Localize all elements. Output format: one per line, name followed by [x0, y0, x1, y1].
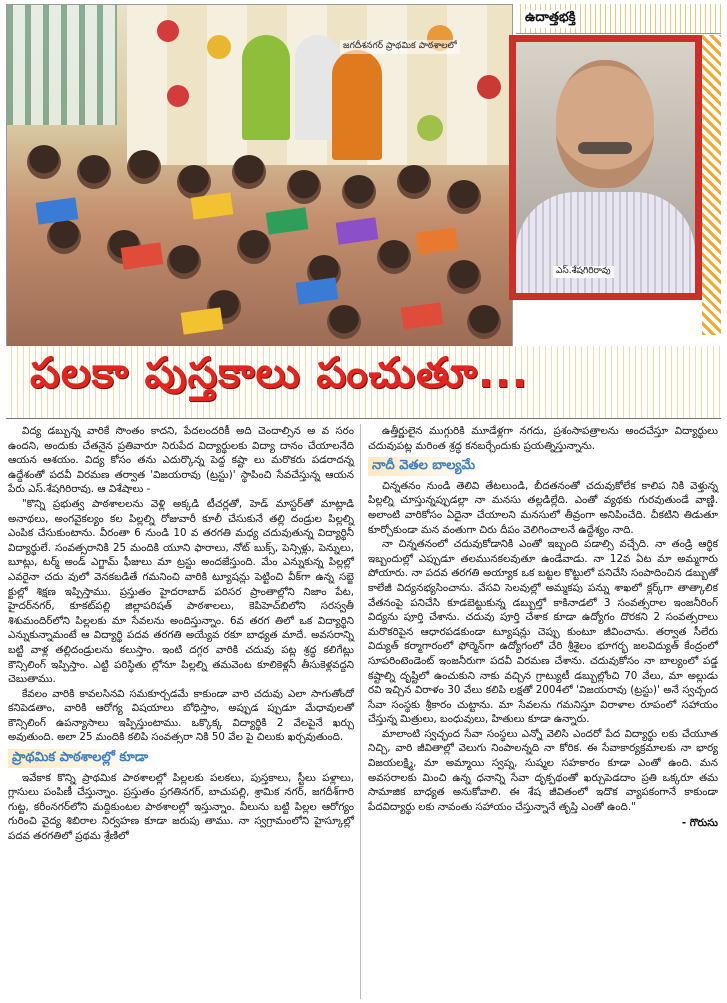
child: [237, 230, 271, 264]
child: [177, 165, 211, 199]
paragraph: చిన్నతనం నుండి తెలివి తేటలుండి, బీదతనంతో చదువుకోలేక కాలిప నికి వెళ్తున్న పిల్లల్ని చూస్తున్నప్పుడల్లా నా మనసు తల్లడిల్లేది. ఎంతో వ్యథకు గురవుతుండే వాణ్ణి. అలాంటి వారికోసం ఏదైనా చేయాలని మనసులో తీవ్రంగా అనిపించేది. చీకటిని తిడుతూ కూర్చోకుండా మన వంతుగా చిరు దీపం వెలిగించాలనే ఉద్దేశ్యం నాది.: [368, 479, 718, 536]
child: [342, 175, 376, 209]
paragraph: విద్య డబ్బున్న వారికే సొంతం కాదని, పేదలందరికీ అది చెందాల్సిన అ వ సరం ఉందని, అందుకు చేతనైన ప్రతివారూ నిరుపేద విద్యార్థులకు విద్యా దానం చేయాలనేది ఆయన ఆశయం. విద్య కోసం తను ఎదుర్కొన్న పెద్ద కష్టా లు మరొకరు పడరాదన్న ఉద్దేశంతో పదవీ విరమణ తర్వాత 'విజయరావు (ట్రస్టు)' స్థాపించి సేవచేస్తున్న ఆయన పేరు ఎస్.శేషగిరిరావు. ఆ విశేషాలు -: [8, 425, 354, 496]
profile-frame: [509, 35, 702, 300]
slate-book: [36, 197, 79, 224]
slate-book: [336, 217, 379, 244]
decorative-stripe: [702, 35, 721, 335]
moustache: [578, 142, 632, 154]
child: [397, 165, 431, 199]
profile-caption: ఎస్.శేషగిరిరావు: [553, 266, 614, 278]
child: [232, 155, 266, 189]
paragraph: ఇవేకాక కొన్ని ప్రాథమిక పాఠశాలల్లో పిల్లలకు పలకలు, పుస్తకాలు, స్టీలు పళ్లాలు, గ్లాసులు పంపిణీ చేస్తున్నాం. ప్రస్తుతం ప్రగతినగర్, బాచుపల్లి, శ్రామిక నగర్, జగదీశ్‌గారి గుట్ట, కరీంనగర్‌లోని మద్దికుంటల పాఠశాలల్లో ఇస్తున్నాం. వీలును బట్టి పిల్లల ఆరోగ్యం గురించి వైద్య శిబిరాల నిర్వహణ కూడా జరుపు తాము. నా స్వగ్రామంలోని హైస్కూల్లో పదవ తరగతిలో ప్రథమ శ్రేణిలో: [8, 771, 354, 843]
left-column: [8, 424, 354, 844]
child: [167, 245, 201, 279]
face: [556, 60, 654, 188]
slate-book: [296, 277, 339, 304]
child: [287, 170, 321, 204]
paragraph: ఉత్తీర్ణులైన ముగ్గురికి మూడేళ్లగా నగదు, ప్రశంసాపత్రాలను అందచేస్తూ విద్యార్థులు చదువుపట్ల మరింత శ్రద్ధ కనబర్చేందుకు ప్రయత్నిస్తున్నాను.: [368, 425, 718, 452]
column-label: ఉదాత్తభక్తి: [521, 10, 580, 28]
child: [27, 145, 61, 179]
paragraph: నా చిన్నతనంలో చదువుకోడానికి ఎంతో ఇబ్బంది పడాల్సి వచ్చేది. నా తండ్రి ఆర్థిక ఇబ్బందుల్లో ఎప్పుడూ తలమునకలవుతూ ఉండేవాడు. నా 12వ ఏట మా అమ్మగారు పోయారు. నా పదవ తరగతి అయ్యాక ఒక బట్టల కొట్టులో పనిచేసి సంపాదించిన డబ్బుతో కాలేజీ విద్యనభ్యసించాను. వేసవి సెలవుల్లో అమ్మకపు పన్ను శాఖలో క్లర్క్‌గా తాత్కాలిక వేతనంపై పనిచేసి కూడబెట్టుకున్న డబ్బుల్తో కాకినాడలో 3 సంవత్సరాల ఇంజనీరింగ్ విద్యను పూర్తి చేశాను. చదువు పూర్తి చేశాక కూడా ఉద్యోగం దొరకని 2 సంవత్సరాలు మరొకరిపైన ఆధారపడకుండా ట్యూషన్లు చెప్పు కుంటూ జీవించాను. తర్వాత సీలేరు విద్యుత్ కర్మాగారంలో ఫోర్మెన్‌గా ఉద్యోగంలో చేరి శ్రీశైలం భూగర్భ జలవిద్యుత్ కేంద్రంలో సూపరింటెండెంట్ ఇంజనీరుగా పదవీ విరమణ చేశాను. చదువుకోసం నా బాల్యంలో పడ్డ కష్టాల్ని దృష్టిలో ఉంచుకుని నాకు వచ్చిన గ్రాట్యుటీ డబ్బుల్లోంచి 70 వేలు, మా అల్లుడు రవి ఇచ్చిన విరాళం 30 వేలు కలిపి లక్షతో 2004లో 'విజయరావు (ట్రస్టు)' అనే స్వచ్ఛంద సేవా సంస్థకు శ్రీకారం చుట్టాను. మా సేవలను గమనిస్తూ విరాళాల రూపంలో సహాయం చేస్తున్న మిత్రులు, బంధువులు, హితులు కూడా ఉన్నారు.: [368, 538, 718, 726]
child: [77, 155, 111, 189]
child: [127, 150, 161, 184]
right-column: [368, 424, 718, 831]
headline: పలకా పుస్తకాలు పంచుతూ...: [30, 348, 529, 397]
slate-book: [191, 192, 234, 219]
photo-caption: జగదీశనగర్ ప్రాథమిక పాఠశాలలో: [340, 40, 460, 54]
window-grill: [7, 5, 117, 125]
subheading: ప్రాథమిక పాఠశాలల్లో కూడా: [8, 749, 158, 768]
child: [377, 240, 411, 274]
fruit-picture: [167, 85, 189, 107]
subheading: నాదీ వెతల బాల్యమే: [368, 457, 485, 476]
child: [447, 180, 481, 214]
child: [467, 305, 501, 339]
child: [327, 305, 361, 339]
fruit-picture: [477, 75, 501, 99]
paragraph: "కొన్ని ప్రభుత్వ పాఠశాలలను వెళ్లి అక్కడి టీచర్లతో, హెడ్ మాస్టర్‌తో మాట్లాడి అనాథలు, అంగవైకల్యం కల పిల్లల్ని రోజువారీ కూలీ చేసుకునే తల్లి దండ్రుల పిల్లల్ని ఎంపిక చేసుకుంటాను. వీరంతా 6 నుండి 10 వ తరగతి మధ్య చదువుతున్న విద్యార్థినీ విద్యార్థులే. సంవత్సరానికి 25 మందికి యూని ఫారాలు, నోట్ బుక్స్, పెన్సిళ్లు, పెన్నులు, బూట్లు, టర్మ్ అండ్ ఎగ్జామ్ ఫీజులు మా ట్రస్టు అందజేస్తుంది. మేం ఎన్నుకున్న పిల్లల్లో ఎవరైనా చదు వులో వెనకబడితే గమనించి వారికి ట్యూషన్లు పెట్టించి వీక్‌గా ఉన్న సబ్జె క్టుల్లో శిక్షణ ఇప్పిస్తాము. ప్రస్తుతం హైదరాబాద్ పరిసర ప్రాంతాల్లోని నిజాం పేట, హైదర్‌నగర్, కూకట్‌పల్లి జిల్లాపరిషత్ పాఠశాలలు, కెపిహెచ్‌బిలోని సరస్వతీ శిశుమందిర్‌లోని పిల్లలకు మా సేవలను అందిస్తున్నాం. 6వ తరగ తిలో ఒక విద్యార్థిని ఎన్నుకున్నామంటే ఆ విద్యార్థి పదవ తరగతి అయ్యేవ రకూ బాధ్యత మాదే. అవసరాన్ని బట్టి వాళ్ల తల్లిదండ్రులను కలుస్తాం. ఇంటి దగ్గర వారికి చదువు పట్ల శ్రద్ధ కలిగేట్లు కౌన్సిలింగ్ ఇప్పిస్తాం. ఎట్టి పరిస్థితు ల్లోనూ పిల్లల్ని తమవెంట కూలికెళ్లనీ తీసుకెళ్లవద్దని చెబుతాము.: [8, 497, 354, 686]
slate-book: [121, 242, 164, 269]
teacher-figure: [242, 35, 290, 140]
slate-book: [181, 307, 224, 334]
slate-book: [401, 302, 444, 329]
paragraph: మాలాంటి స్వచ్ఛంద సేవా సంస్థలు ఎన్నో వెలిసి ఎందరో పేద విద్యార్థు లకు చేయూత నిచ్చి, వారి జీవితాల్లో వెలుగు నింపాలన్నది నా కోరిక. ఈ సేవాకార్యక్రమాలకు నా భార్య విజయలక్ష్మి, మా అమ్మాయి స్వప్న, సుష్మల సహకారం కూడా ఎంతో ఉంది. మన అవసరాలకు మించి ఉన్న ధనాన్ని సేవా దృక్పథంతో ఖర్చుపెడదాం ప్రతి ఒక్కరూ తమ సామాజిక బాధ్యత అనుకోవాలి. ఈ శేష జీవితంలో ఇదొక వ్యాపకంగానే కాకుండా పేదవిద్యార్థు లకు నావంతు సహాయం చేస్తున్నానే తృప్తి ఎంతో ఉంది.": [368, 727, 718, 813]
divider-rule: [6, 418, 721, 419]
slate-book: [416, 227, 459, 254]
column-divider: [360, 424, 361, 999]
byline: - గొరుసు: [681, 817, 718, 830]
profile-photo: [516, 42, 695, 293]
slate-book: [266, 207, 309, 234]
classroom-photo: [6, 4, 513, 351]
child: [447, 260, 481, 294]
child: [47, 220, 81, 254]
fruit-picture: [157, 20, 179, 42]
fruit-picture: [207, 35, 231, 59]
fruit-picture: [417, 115, 443, 141]
paragraph: కేవలం వారికి కావలసినవి సమకూర్చడమే కాకుండా వారి చదువు ఎలా సాగుతోందో కనిపెడతాం, వారికి ఆరోగ్య విషయాలు బోధిస్తాం, అప్పుడ ప్పుడూ మేధావులతో కౌన్సిలింగ్ ఉపన్యాసాలు ఇప్పిస్తుంటాము. ఒక్కొక్క విద్యార్థికి 2 వేలపైనే ఖర్చు అవుతుంది. అలా 25 మందికి కలిపి సంవత్సరా నికి 50 వేల పై చిలుకు ఖర్చవుతుంది.: [8, 687, 354, 744]
teacher-figure: [332, 50, 382, 160]
